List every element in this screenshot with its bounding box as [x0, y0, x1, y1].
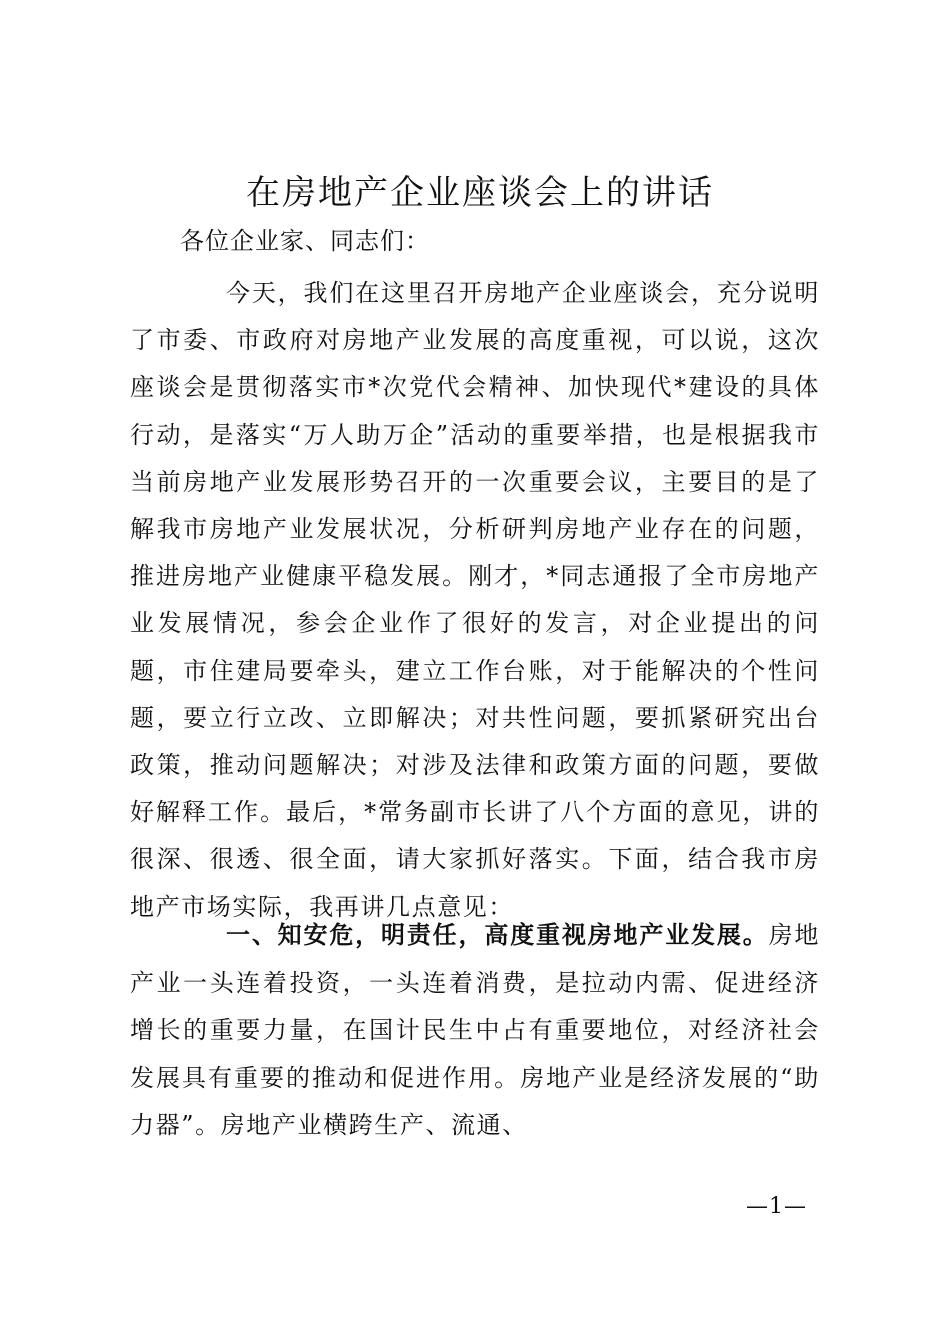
- body-paragraph: 今天，我们在这里召开房地产企业座谈会，充分说明了市委、市政府对房地产业发展的高度重视，可以说，这次座谈会是贯彻落实市*次党代会精神、加快现代*建设的具体行动，是落实“万人助万企”活动的重要举措，也是根据我市当前房地产业发展形势召开的一次重要会议，主要目的是了解我市房地产业发展状况，分析研判房地产业存在的问题，推进房地产业健康平稳发展。刚才，*同志通报了全市房地产业发展情况，参会企业作了很好的发言，对企业提出的问题，市住建局要牵头，建立工作台账，对于能解决的个性问题，要立行立改、立即解决；对共性问题，要抓紧研究出台政策，推动问题解决；对涉及法律和政策方面的问题，要做好解释工作。最后，*常务副市长讲了八个方面的意见，讲的很深、很透、很全面，请大家抓好落实。下面，结合我市房地产市场实际，我再讲几点意见：: [130, 279, 820, 921]
- page-number: —1—: [746, 1194, 807, 1219]
- salutation: 各位企业家、同志们：: [180, 227, 430, 255]
- section-paragraph: [130, 912, 820, 1150]
- document-title: 在房地产企业座谈会上的讲话: [246, 173, 714, 213]
- section-body-text: 房地产业一头连着投资，一头连着消费，是拉动内需、促进经济增长的重要力量，在国计民生中占有重要地位，对经济社会发展具有重要的推动和促进作用。房地产业是经济发展的“助力器”。房地产业横跨生产、流通、: [130, 921, 820, 1139]
- section-heading: 一、知安危，明责任，高度重视房地产业发展。: [226, 921, 769, 949]
